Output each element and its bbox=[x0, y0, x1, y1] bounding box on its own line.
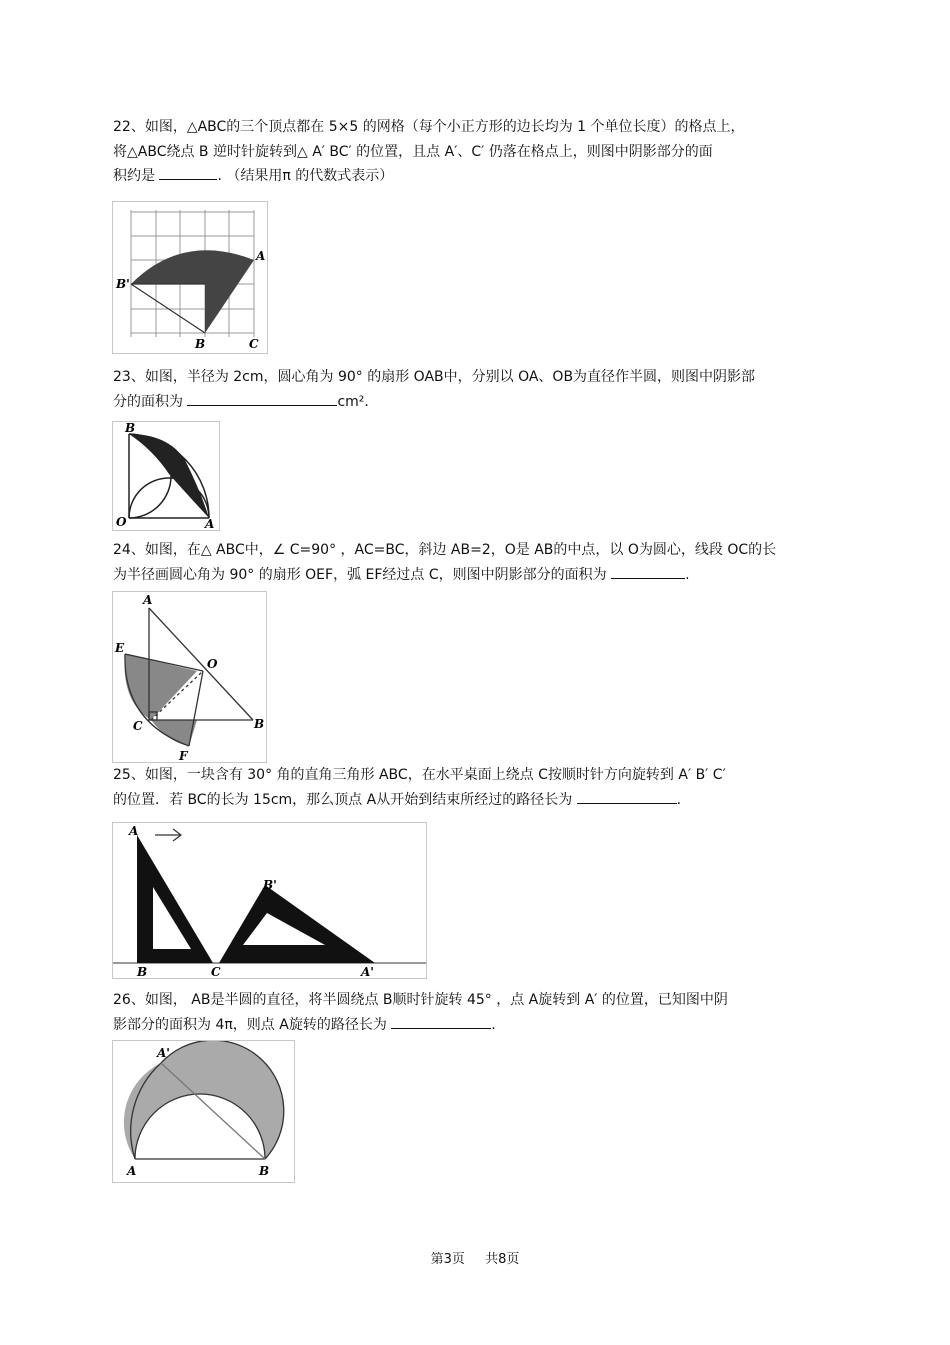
q23-text-2b: cm²． bbox=[337, 393, 379, 410]
q22-text-3b: . （结果用π 的代数式表示） bbox=[217, 168, 394, 184]
q24-line-2 bbox=[113, 563, 833, 588]
question-24 bbox=[113, 538, 833, 587]
q26-line-2 bbox=[113, 1013, 833, 1038]
q24-label-O: O bbox=[207, 657, 218, 671]
q25-arrow bbox=[155, 829, 181, 841]
q26-label-A: A bbox=[127, 1164, 137, 1178]
q23-label-B: B bbox=[125, 422, 136, 435]
q25-text-2a: 的位置．若 BC的长为 15cm，那么顶点 A从开始到结束所经过的路径长为 bbox=[113, 791, 573, 808]
q25-triangle-rotated bbox=[219, 885, 375, 963]
question-23 bbox=[113, 365, 833, 414]
q24-label-C: C bbox=[133, 719, 143, 733]
q22-label-Cp: C' bbox=[187, 286, 201, 300]
q25-label-Ap: A' bbox=[361, 965, 374, 978]
q26-text-2b: . bbox=[491, 1016, 496, 1033]
q23-text-2a: 分的面积为 bbox=[113, 393, 183, 410]
q24-text-2a: 为半径画圆心角为 90° 的扇形 OEF，弧 EF经过点 C，则图中阴影部分的面积为 bbox=[113, 566, 607, 583]
q22-label-C: C bbox=[249, 337, 259, 351]
q26-line-1: 26、如图， AB是半圆的直径，将半圆绕点 B顺时针旋转 45° ，点 A旋转到 A′ 的位置，已知图中阴 bbox=[113, 992, 728, 1008]
question-26 bbox=[113, 988, 833, 1037]
q25-triangle-abc bbox=[137, 835, 213, 963]
q26-text-2a: 影部分的面积为 4π，则点 A旋转的路径长为 bbox=[113, 1016, 387, 1033]
q24-label-A: A bbox=[143, 593, 153, 607]
q23-figure bbox=[112, 421, 220, 531]
q23-answer-blank bbox=[187, 391, 337, 406]
q23-line-1: 23、如图，半径为 2cm，圆心角为 90° 的扇形 OAB中，分别以 OA、OB为直径作半圆，则图中阴影部 bbox=[113, 369, 756, 385]
total-pages: 共8页 bbox=[485, 1252, 520, 1267]
q25-line-2 bbox=[113, 788, 833, 813]
q22-text-3a: 积约是 bbox=[113, 168, 155, 184]
q26-figure bbox=[112, 1040, 295, 1183]
page-footer bbox=[0, 1248, 950, 1267]
question-25 bbox=[113, 763, 833, 812]
q24-line-1: 24、如图，在△ ABC中，∠ C=90° ，AC=BC，斜边 AB=2，O是 AB的中点，以 O为圆心，线段 OC的长 bbox=[113, 542, 777, 558]
q26-answer-blank bbox=[391, 1014, 491, 1029]
q26-label-B: B bbox=[259, 1164, 270, 1178]
q22-answer-blank bbox=[159, 165, 217, 180]
q25-label-B: B bbox=[137, 965, 148, 978]
page-number: 第3页 bbox=[430, 1252, 465, 1267]
q26-label-Ap: A' bbox=[157, 1046, 170, 1060]
q24-answer-blank bbox=[611, 564, 685, 579]
q25-figure bbox=[112, 822, 427, 979]
q22-label-A: A bbox=[256, 249, 266, 263]
q23-line-2 bbox=[113, 390, 833, 415]
q23-label-O: O bbox=[116, 515, 127, 529]
q24-text-2b: . bbox=[685, 566, 690, 583]
q24-label-F: F bbox=[179, 749, 188, 762]
q23-label-A: A bbox=[205, 517, 215, 530]
q24-figure bbox=[112, 591, 267, 763]
q25-label-A: A bbox=[129, 824, 139, 838]
q22-line-1: 22、如图，△ABC的三个顶点都在 5×5 的网格（每个小正方形的边长均为 1 个单位长度）的格点上， bbox=[113, 119, 745, 135]
q25-answer-blank bbox=[577, 789, 677, 804]
question-22 bbox=[113, 115, 833, 189]
q24-label-E: E bbox=[115, 641, 125, 655]
q25-label-Bp: B' bbox=[263, 878, 277, 892]
q22-figure bbox=[112, 201, 268, 354]
q25-text-2b: . bbox=[676, 791, 682, 808]
q25-label-C: C bbox=[211, 965, 221, 978]
q22-label-B: B bbox=[195, 337, 206, 351]
q22-label-Bp: B' bbox=[116, 277, 130, 291]
q22-line-2: 将△ABC绕点 B 逆时针旋转到△ A′ BC′ 的位置，且点 A′、C′ 仍落在格点上，则图中阴影部分的面 bbox=[113, 143, 713, 160]
q24-label-B: B bbox=[254, 717, 265, 731]
q25-line-1: 25、如图，一块含有 30° 角的直角三角形 ABC，在水平桌面上绕点 C按顺时针方向旋转到 A′ B′ C′ bbox=[113, 767, 726, 783]
q22-line-3 bbox=[113, 164, 833, 189]
